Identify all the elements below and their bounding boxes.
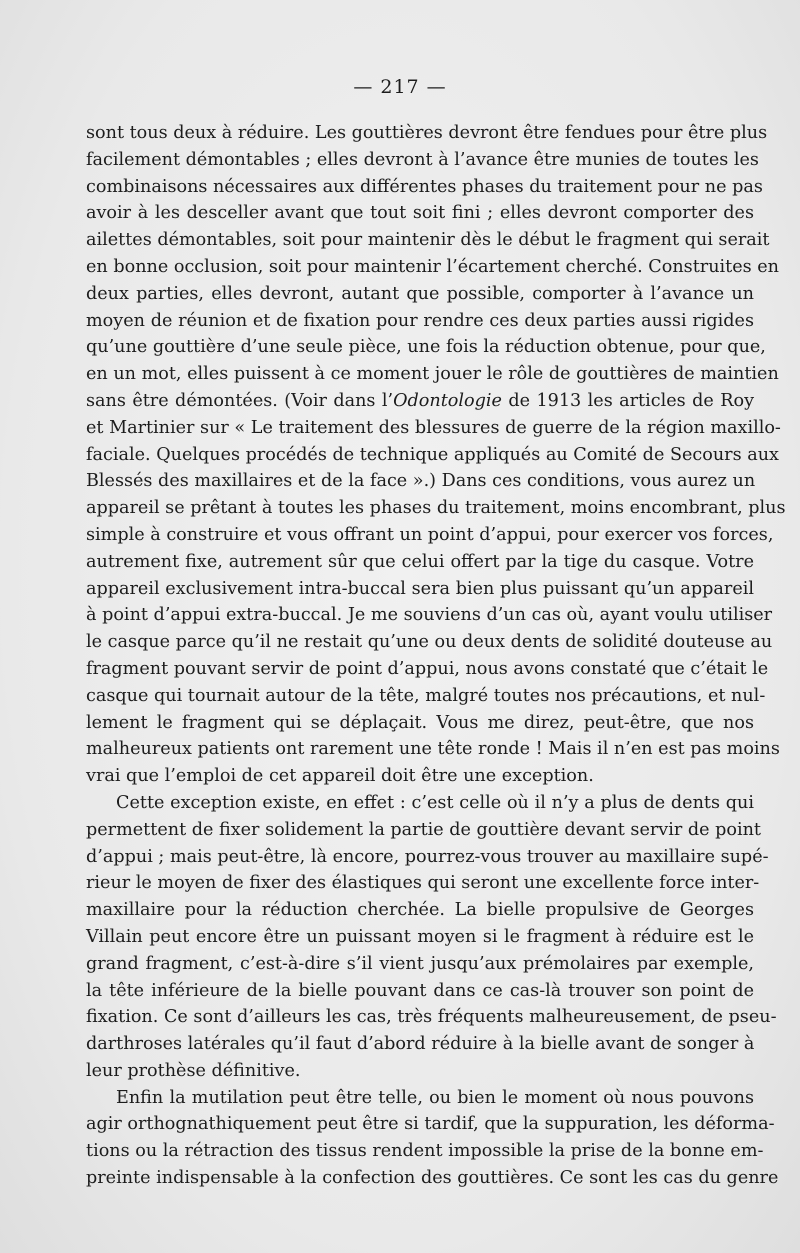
text-line: sont tous deux à réduire. Les gouttières devront être fendues pour être plus [86, 123, 768, 143]
text-line: à point d’appui extra-buccal. Je me souviens d’un cas où, ayant voulu utiliser [86, 605, 773, 626]
text-line: deux parties, elles devront, autant que possible, comporter à l’avance un [86, 283, 754, 304]
paragraph [86, 120, 786, 790]
text-line: darthroses latérales qu’il faut d’abord réduire à la bielle avant de songer à [86, 1034, 755, 1055]
text-line: sans être démontées. (Voir dans l’Odontologie de 1913 les articles de Roy [86, 390, 755, 411]
text-line: en bonne occlusion, soit pour maintenir l’écartement cherché. Construites en [86, 256, 779, 277]
text-line: rieur le moyen de fixer des élastiques qui seront une excellente force inter- [86, 873, 760, 894]
text-line: appareil exclusivement intra-buccal sera bien plus puissant qu’un appareil [86, 578, 754, 599]
text-line: permettent de fixer solidement la partie de gouttière devant servir de point [86, 819, 761, 840]
text-line: appareil se prêtant à toutes les phases du traitement, moins encombrant, plus [86, 498, 786, 519]
body-text [86, 120, 786, 1192]
page-number: — 217 — [353, 76, 447, 98]
text-line: combinaisons nécessaires aux différentes phases du traitement pour ne pas [86, 176, 763, 197]
text-line: et Martinier sur « Le traitement des blessures de guerre de la région maxillo- [86, 417, 781, 438]
text-line: fragment pouvant servir de point d’appui, nous avons constaté que c’était le [86, 658, 769, 679]
text-line: malheureux patients ont rarement une tête ronde ! Mais il n’en est pas moins [86, 739, 780, 760]
text-line: autrement fixe, autrement sûr que celui offert par la tige du casque. Votre [86, 551, 754, 572]
text-line: Villain peut encore être un puissant moyen si le fragment à réduire est le [86, 926, 754, 947]
text-line: Enfin la mutilation peut être telle, ou bien le moment où nous pouvons [116, 1087, 754, 1108]
text-line: moyen de réunion et de fixation pour rendre ces deux parties aussi rigides [86, 310, 754, 331]
text-line: faciale. Quelques procédés de technique appliqués au Comité de Secours aux [86, 444, 779, 465]
text-line: fixation. Ce sont d’ailleurs les cas, très fréquents malheureusement, de pseu- [86, 1007, 777, 1028]
paragraph [86, 790, 777, 1085]
text-line: Cette exception existe, en effet : c’est celle où il n’y a plus de dents qui [116, 792, 754, 813]
text-line: avoir à les desceller avant que tout soit fini ; elles devront comporter des [86, 203, 754, 224]
text-line: leur prothèse définitive. [86, 1060, 301, 1081]
text-line: maxillaire pour la réduction cherchée. La bielle propulsive de Georges [86, 900, 754, 921]
text-line: la tête inférieure de la bielle pouvant dans ce cas-là trouver son point de [86, 980, 754, 1001]
text-line: en un mot, elles puissent à ce moment jouer le rôle de gouttières de maintien [86, 364, 779, 385]
text-line: facilement démontables ; elles devront à l’avance être munies de toutes les [86, 149, 759, 170]
text-line: le casque parce qu’il ne restait qu’une ou deux dents de solidité douteuse au [86, 632, 773, 653]
text-line: casque qui tournait autour de la tête, malgré toutes nos précautions, et nul- [86, 685, 766, 706]
text-line: ailettes démontables, soit pour maintenir dès le début le fragment qui serait [86, 230, 770, 251]
text-line: lement le fragment qui se déplaçait. Vous me direz, peut-être, que nos [86, 712, 754, 733]
text-line: qu’une gouttière d’une seule pièce, une fois la réduction obtenue, pour que, [86, 337, 766, 358]
text-line: d’appui ; mais peut-être, là encore, pourrez-vous trouver au maxillaire supé- [86, 846, 769, 867]
text-line: vrai que l’emploi de cet appareil doit être une exception. [86, 766, 594, 787]
text-line: tions ou la rétraction des tissus rendent impossible la prise de la bonne em- [86, 1141, 764, 1162]
text-line: simple à construire et vous offrant un point d’appui, pour exercer vos forces, [86, 524, 774, 545]
text-line: agir orthognathiquement peut être si tardif, que la suppuration, les déforma- [86, 1114, 775, 1135]
paragraph [86, 1085, 779, 1192]
text-line: grand fragment, c’est-à-dire s’il vient jusqu’aux prémolaires par exemple, [86, 953, 754, 974]
text-line: preinte indispensable à la confection des gouttières. Ce sont les cas du genre [86, 1168, 779, 1189]
text-line: Blessés des maxillaires et de la face ».) Dans ces conditions, vous aurez un [86, 471, 756, 492]
